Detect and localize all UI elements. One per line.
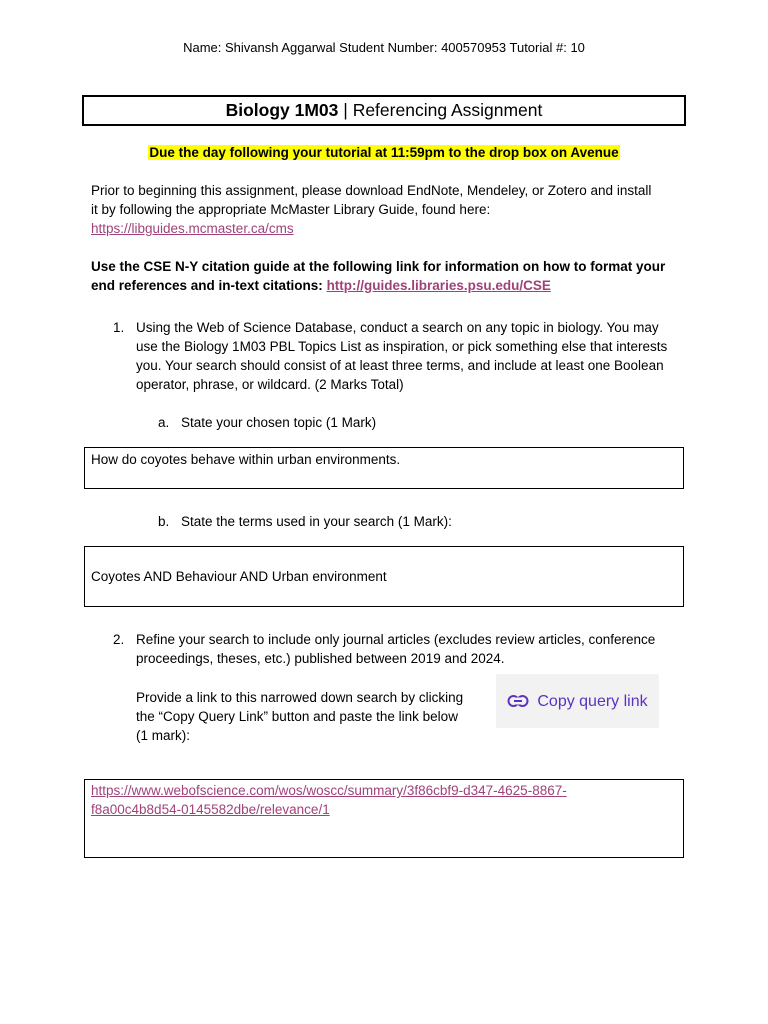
instruction-line: (1 mark): xyxy=(136,728,190,743)
assignment-subtitle: Referencing Assignment xyxy=(352,100,543,120)
intro-line-2: it by following the appropriate McMaster Library Guide, found here: xyxy=(91,202,491,217)
instruction-line: the “Copy Query Link” button and paste the link below xyxy=(136,709,458,724)
cse-paragraph xyxy=(91,257,681,295)
question-1-text xyxy=(136,318,681,394)
due-notice xyxy=(0,143,768,162)
link-icon xyxy=(507,694,529,708)
assignment-title xyxy=(82,95,686,126)
due-highlight: Due the day following your tutorial at 11:59pm to the drop box on Avenue xyxy=(149,145,619,160)
question-2-line: proceedings, theses, etc.) published between 2019 and 2024. xyxy=(136,651,505,666)
intro-paragraph xyxy=(91,181,681,238)
question-2-text xyxy=(136,630,681,668)
question-1-line: operator, phrase, or wildcard. (2 Marks Total) xyxy=(136,377,404,392)
copy-query-link-label: Copy query link xyxy=(537,692,648,710)
question-1a-letter: a. xyxy=(158,415,170,430)
course-name: Biology 1M03 xyxy=(225,100,339,120)
question-2-instructions xyxy=(136,688,481,745)
answer-box-query-link[interactable] xyxy=(84,779,684,858)
question-2-line: Refine your search to include only journal articles (excludes review articles, conference xyxy=(136,632,656,647)
question-1b-letter: b. xyxy=(158,514,170,529)
question-1-line: you. Your search should consist of at least three terms, and include at least one Boolean xyxy=(136,358,664,373)
cse-line-2: end references and in-text citations: xyxy=(91,278,327,293)
answer-query-link xyxy=(85,780,683,819)
answer-topic: How do coyotes behave within urban environments. xyxy=(91,452,401,467)
intro-line-1: Prior to beginning this assignment, please download EndNote, Mendeley, or Zotero and install xyxy=(91,183,652,198)
cse-line-1: Use the CSE N-Y citation guide at the following link for information on how to format your xyxy=(91,259,666,274)
question-1-line: Using the Web of Science Database, conduct a search on any topic in biology. You may xyxy=(136,320,659,335)
library-guide-link[interactable]: https://libguides.mcmaster.ca/cms xyxy=(91,221,294,236)
instruction-line: Provide a link to this narrowed down search by clicking xyxy=(136,690,464,705)
question-1-number: 1. xyxy=(113,320,125,335)
question-2-number: 2. xyxy=(113,632,125,647)
title-separator: | xyxy=(338,100,353,120)
question-1-line: use the Biology 1M03 PBL Topics List as inspiration, or pick something else that interests xyxy=(136,339,668,354)
answer-box-topic[interactable] xyxy=(84,447,684,489)
copy-query-link-button[interactable] xyxy=(496,674,659,728)
answer-search-terms: Coyotes AND Behaviour AND Urban environment xyxy=(91,569,387,584)
question-1b-text: State the terms used in your search (1 Mark): xyxy=(181,514,452,529)
student-info-header: Name: Shivansh Aggarwal Student Number: 400570953 Tutorial #: 10 xyxy=(183,40,585,55)
answer-box-search-terms[interactable] xyxy=(84,546,684,607)
query-link-line-1[interactable]: https://www.webofscience.com/wos/woscc/summary/3f86cbf9-d347-4625-8867- xyxy=(91,783,567,798)
cse-guide-link[interactable]: http://guides.libraries.psu.edu/CSE xyxy=(326,278,551,293)
question-1a-text: State your chosen topic (1 Mark) xyxy=(181,415,377,430)
query-link-line-2[interactable]: f8a00c4b8d54-0145582dbe/relevance/1 xyxy=(91,802,330,817)
